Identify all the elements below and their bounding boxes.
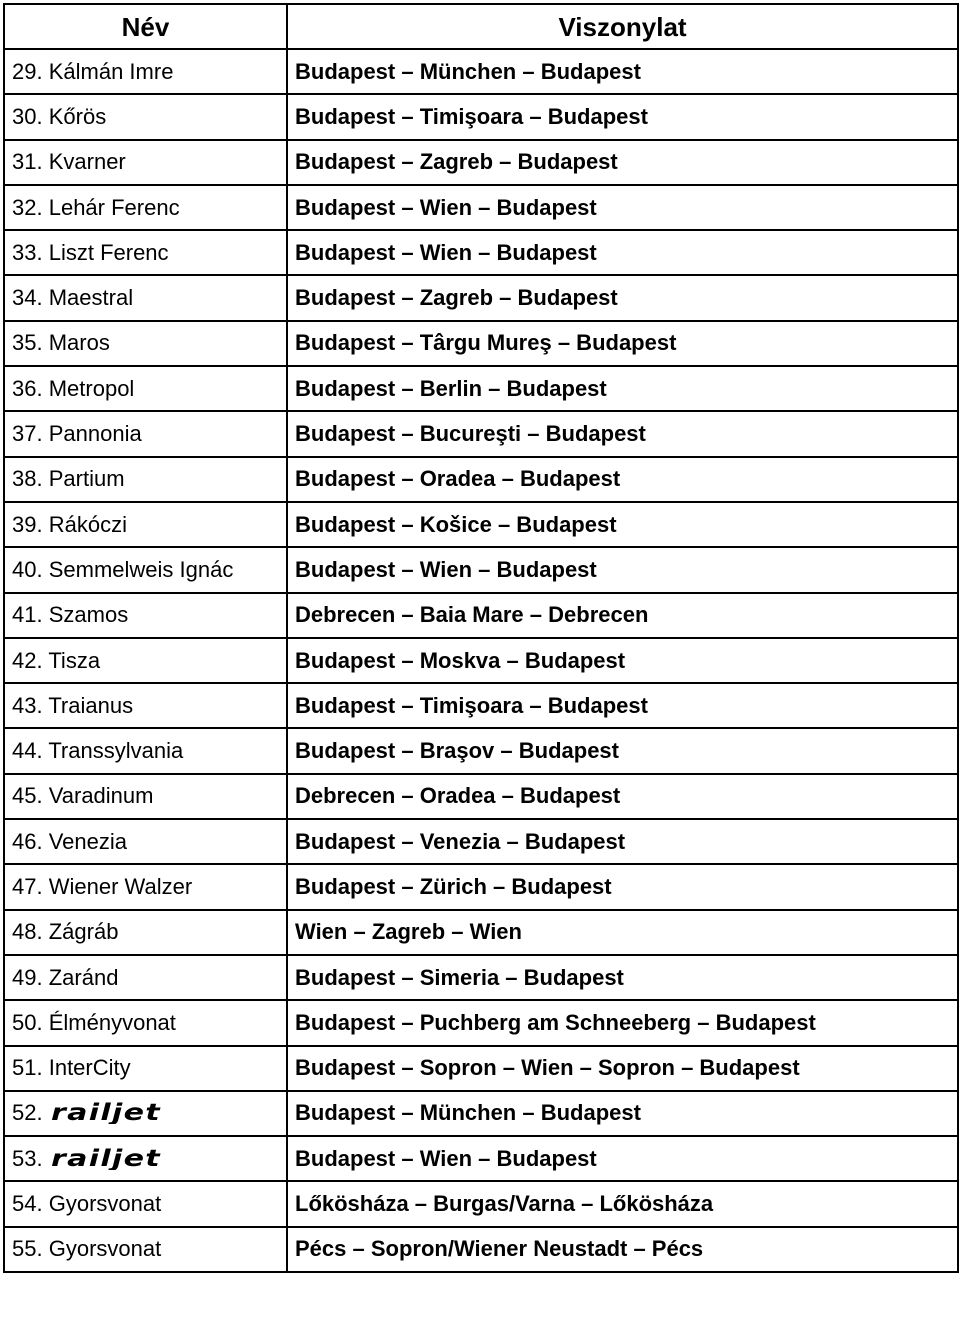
train-list-table	[3, 3, 959, 1273]
train-name-cell	[4, 321, 287, 366]
table-row	[4, 457, 958, 502]
header-route	[287, 4, 958, 49]
row-number: 33.	[12, 239, 43, 265]
route-cell: Budapest – München – Budapest	[287, 1091, 958, 1136]
train-name-cell	[4, 955, 287, 1000]
route-cell: Budapest – Zürich – Budapest	[287, 864, 958, 909]
train-name: Maestral	[48, 285, 134, 311]
route-cell: Budapest – Sopron – Wien – Sopron – Budapest	[287, 1046, 958, 1091]
train-name: Venezia	[48, 828, 128, 854]
route-cell: Budapest – Târgu Mureş – Budapest	[287, 321, 958, 366]
route-cell: Budapest – Bucureşti – Budapest	[287, 411, 958, 456]
train-name: Élményvonat	[48, 1009, 176, 1035]
train-name: Liszt Ferenc	[48, 239, 169, 265]
railjet-logo-text: railjet	[50, 1147, 161, 1170]
table-row	[4, 1000, 958, 1045]
train-name: Tisza	[48, 647, 101, 673]
table-row	[4, 1136, 958, 1181]
train-name: Kőrös	[48, 103, 107, 129]
route-cell: Budapest – Wien – Budapest	[287, 1136, 958, 1181]
row-number: 38.	[12, 466, 43, 492]
row-number: 48.	[12, 919, 43, 945]
table-row	[4, 411, 958, 456]
route-cell: Budapest – Wien – Budapest	[287, 185, 958, 230]
train-name-cell	[4, 593, 287, 638]
table-row	[4, 140, 958, 185]
route-cell: Budapest – Zagreb – Budapest	[287, 275, 958, 320]
train-name: Rákóczi	[48, 511, 127, 537]
train-name: Kvarner	[48, 149, 126, 175]
row-number: 46.	[12, 828, 43, 854]
train-name: Gyorsvonat	[48, 1236, 162, 1262]
route-cell: Debrecen – Baia Mare – Debrecen	[287, 593, 958, 638]
train-name: Kálmán Imre	[48, 58, 174, 84]
table-row	[4, 955, 958, 1000]
route-cell: Pécs – Sopron/Wiener Neustadt – Pécs	[287, 1227, 958, 1272]
row-number: 54.	[12, 1191, 43, 1217]
train-name-cell	[4, 683, 287, 728]
row-number: 44.	[12, 738, 43, 764]
row-number: 51.	[12, 1055, 43, 1081]
train-name-cell	[4, 910, 287, 955]
route-cell: Budapest – Braşov – Budapest	[287, 728, 958, 773]
row-number: 29.	[12, 58, 43, 84]
route-cell: Budapest – Simeria – Budapest	[287, 955, 958, 1000]
train-name-cell	[4, 864, 287, 909]
table-row	[4, 49, 958, 94]
railjet-logo	[51, 1148, 163, 1170]
row-number: 43.	[12, 692, 43, 718]
train-name-cell	[4, 366, 287, 411]
header-name: Név	[4, 4, 287, 49]
table-row	[4, 1046, 958, 1091]
row-number: 35.	[12, 330, 43, 356]
train-name: Zágráb	[48, 919, 119, 945]
route-cell: Budapest – Zagreb – Budapest	[287, 140, 958, 185]
train-name-cell	[4, 230, 287, 275]
table-row	[4, 774, 958, 819]
table-row	[4, 321, 958, 366]
table-row	[4, 185, 958, 230]
railjet-logo	[51, 1102, 163, 1124]
table-row	[4, 1181, 958, 1226]
table-row	[4, 819, 958, 864]
row-number: 47.	[12, 873, 43, 899]
row-number: 49.	[12, 964, 43, 990]
train-name-cell	[4, 1046, 287, 1091]
train-name: Traianus	[48, 692, 134, 718]
train-name-cell	[4, 502, 287, 547]
route-cell: Budapest – München – Budapest	[287, 49, 958, 94]
route-cell: Budapest – Košice – Budapest	[287, 502, 958, 547]
row-number: 37.	[12, 421, 43, 447]
route-cell: Debrecen – Oradea – Budapest	[287, 774, 958, 819]
train-name-cell	[4, 819, 287, 864]
train-name: Szamos	[48, 602, 129, 628]
route-cell: Budapest – Wien – Budapest	[287, 547, 958, 592]
train-name: Metropol	[48, 375, 135, 401]
train-name-cell	[4, 638, 287, 683]
row-number: 55.	[12, 1236, 43, 1262]
table-row	[4, 683, 958, 728]
route-cell: Budapest – Timişoara – Budapest	[287, 94, 958, 139]
route-cell: Budapest – Venezia – Budapest	[287, 819, 958, 864]
row-number: 36.	[12, 375, 43, 401]
table-row	[4, 230, 958, 275]
route-cell: Budapest – Oradea – Budapest	[287, 457, 958, 502]
row-number: 53.	[12, 1145, 43, 1171]
table-row	[4, 1091, 958, 1136]
row-number: 32.	[12, 194, 43, 220]
table-row	[4, 864, 958, 909]
row-number: 45.	[12, 783, 43, 809]
row-number: 41.	[12, 602, 43, 628]
route-cell: Budapest – Berlin – Budapest	[287, 366, 958, 411]
train-name: Partium	[48, 466, 125, 492]
train-name: Varadinum	[48, 783, 154, 809]
table-row	[4, 547, 958, 592]
route-cell: Budapest – Timişoara – Budapest	[287, 683, 958, 728]
train-name: Lehár Ferenc	[48, 194, 180, 220]
train-name-cell	[4, 185, 287, 230]
train-name: Maros	[48, 330, 110, 356]
train-name: Gyorsvonat	[48, 1191, 162, 1217]
row-number: 52.	[12, 1100, 43, 1126]
row-number: 34.	[12, 285, 43, 311]
train-name-cell	[4, 49, 287, 94]
train-name: Wiener Walzer	[48, 873, 193, 899]
train-name-cell	[4, 1000, 287, 1045]
table-row	[4, 728, 958, 773]
table-row	[4, 638, 958, 683]
header-route-label: Viszonylat	[558, 11, 687, 42]
table-row	[4, 910, 958, 955]
table-row	[4, 366, 958, 411]
table-row	[4, 593, 958, 638]
route-cell: Budapest – Moskva – Budapest	[287, 638, 958, 683]
train-name-cell	[4, 1136, 287, 1181]
train-name-cell	[4, 457, 287, 502]
train-name-cell	[4, 1181, 287, 1226]
row-number: 30.	[12, 103, 43, 129]
route-cell: Budapest – Puchberg am Schneeberg – Budapest	[287, 1000, 958, 1045]
train-name-cell	[4, 547, 287, 592]
train-name-cell	[4, 1227, 287, 1272]
train-name-cell	[4, 411, 287, 456]
row-number: 39.	[12, 511, 43, 537]
train-name-cell	[4, 1091, 287, 1136]
header-row	[4, 4, 958, 49]
train-name-cell	[4, 140, 287, 185]
train-name-cell	[4, 774, 287, 819]
train-name-cell	[4, 728, 287, 773]
route-cell: Wien – Zagreb – Wien	[287, 910, 958, 955]
train-name-cell	[4, 94, 287, 139]
table-row	[4, 275, 958, 320]
table-row	[4, 94, 958, 139]
train-name: Pannonia	[48, 421, 142, 447]
table-row	[4, 1227, 958, 1272]
railjet-logo-text: railjet	[50, 1102, 161, 1125]
train-name-cell	[4, 275, 287, 320]
route-cell: Budapest – Wien – Budapest	[287, 230, 958, 275]
train-name: Semmelweis Ignác	[48, 556, 234, 582]
row-number: 42.	[12, 647, 43, 673]
row-number: 40.	[12, 556, 43, 582]
table-row	[4, 502, 958, 547]
train-name: Transsylvania	[48, 738, 184, 764]
row-number: 50.	[12, 1009, 43, 1035]
route-cell: Lőkösháza – Burgas/Varna – Lőkösháza	[287, 1181, 958, 1226]
train-name: InterCity	[48, 1055, 131, 1081]
row-number: 31.	[12, 149, 43, 175]
train-name: Zaránd	[48, 964, 119, 990]
